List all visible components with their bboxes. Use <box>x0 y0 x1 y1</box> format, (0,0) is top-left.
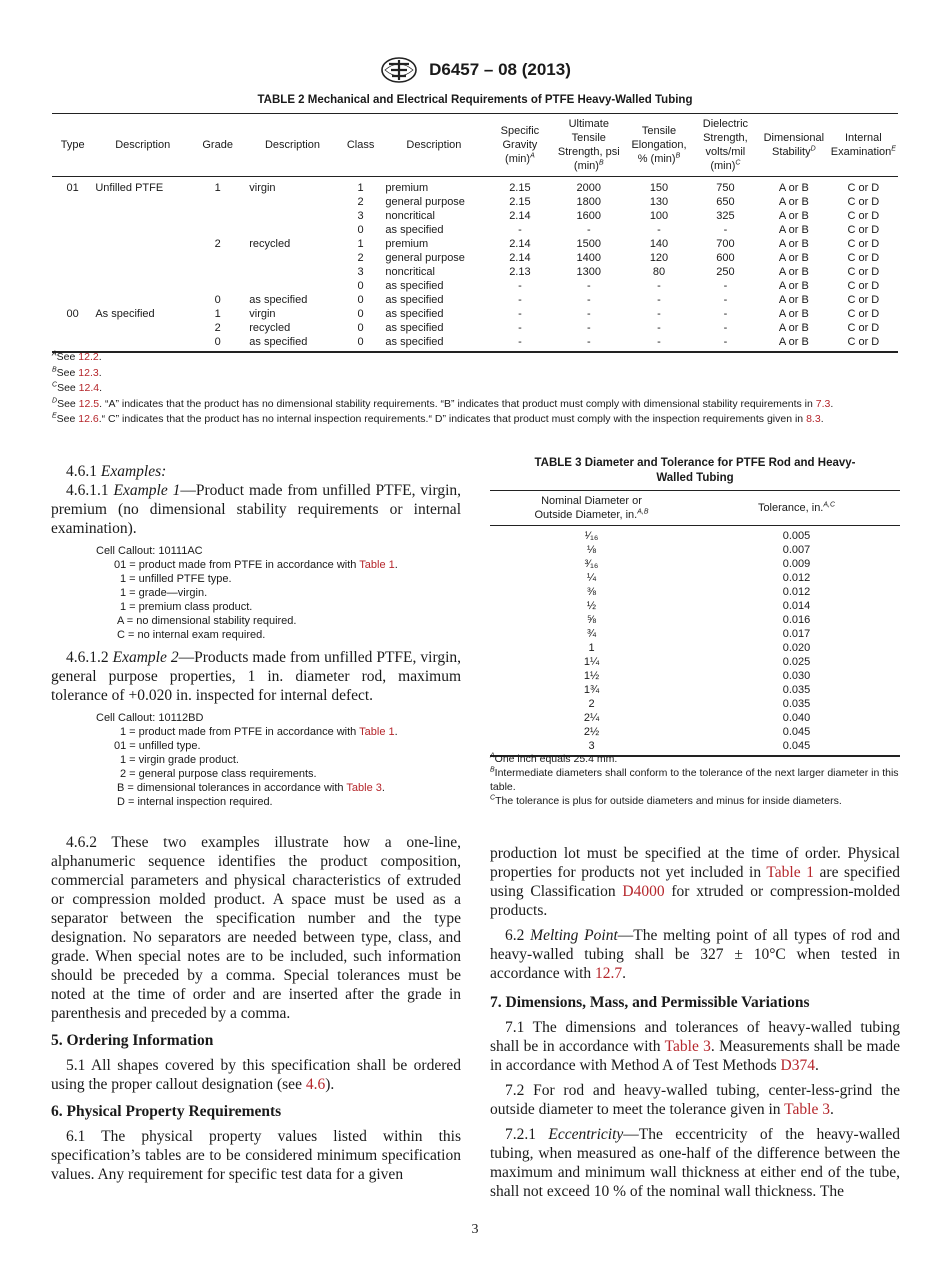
table-cell <box>243 279 341 293</box>
table-cell: ¾ <box>586 628 597 640</box>
reference-link[interactable]: D374 <box>780 1057 815 1074</box>
table-row <box>52 177 898 196</box>
table-cell: - <box>723 224 728 236</box>
table-cell: ½ <box>586 600 597 612</box>
table-cell: 1 <box>357 238 364 250</box>
table-cell: C or D <box>847 238 880 250</box>
table-cell <box>243 265 341 279</box>
table-cell: 2¼ <box>583 712 600 724</box>
table-cell: 0.045 <box>693 739 900 756</box>
table3 <box>490 490 900 757</box>
table-cell: 0.009 <box>782 558 811 570</box>
section-heading-7: 7. Dimensions, Mass, and Permissible Variations <box>490 994 810 1011</box>
page-header <box>0 56 950 84</box>
table-cell: 2.14 <box>509 238 531 250</box>
table-cell: 100 <box>649 210 669 222</box>
table-row <box>490 543 900 557</box>
table-cell <box>243 251 341 265</box>
table-cell <box>93 265 192 279</box>
table-cell <box>93 279 192 293</box>
paragraph-6-1: 6.1 The physical property values listed within this specification’s tables are to be considered minimum specification values. Any requirement for specific test data for a given <box>51 1128 461 1183</box>
table-cell: C or D <box>847 196 880 208</box>
table-cell: 0 <box>357 308 364 320</box>
table-row <box>490 641 900 655</box>
paragraph-7-2: 7.2 For rod and heavy-walled tubing, center-less-grind the outside diameter to meet the tolerance given in Table 3. <box>490 1082 900 1118</box>
reference-link[interactable]: Table 1 <box>359 559 395 571</box>
table-cell: ¹⁄₁₆ <box>584 530 599 542</box>
reference-link[interactable]: D4000 <box>622 883 665 900</box>
table-cell: 600 <box>716 252 735 264</box>
table-cell: 2.15 <box>509 182 531 194</box>
table-cell: 0.025 <box>782 656 811 668</box>
table-cell: A or B <box>778 322 809 334</box>
table-cell: 0.012 <box>782 572 811 584</box>
right-column <box>490 844 900 1207</box>
table-cell: 700 <box>716 238 735 250</box>
table-cell: - <box>657 294 661 306</box>
table-cell: 1800 <box>576 196 602 208</box>
table-row <box>490 585 900 599</box>
table-cell: - <box>518 308 522 320</box>
table-cell: 2 <box>214 322 221 334</box>
header-description: Description <box>379 114 488 177</box>
table-cell: 140 <box>649 238 669 250</box>
table-cell: - <box>518 322 522 334</box>
paragraph-6-1-continued: production lot must be specified at the time of order. Physical properties for products not yet included in Table 1 are specified using Classification D4000 for xtruded or compression-molded products. <box>490 845 901 919</box>
table-cell: 0.020 <box>782 642 811 654</box>
reference-link[interactable]: 12.7 <box>595 965 623 982</box>
table-row <box>490 557 900 571</box>
document-designation: D6457 – 08 (2013) <box>429 60 571 79</box>
table-cell: 750 <box>716 182 735 194</box>
table-cell: 0 <box>214 294 221 306</box>
table2-header-row <box>52 114 898 177</box>
table-cell: 2 <box>588 698 595 710</box>
page-number: 3 <box>471 1222 479 1237</box>
table-row <box>490 697 900 711</box>
footnote-d: $^D$See 12.5. “A” indicates that the product has no dimensional stability requirements. “B” indicates that product must comply with dimensional stability requirements in 7.3. <box>52 397 834 410</box>
table-cell <box>52 251 93 265</box>
table-cell: 01 <box>66 182 79 194</box>
table-cell: - <box>723 280 728 292</box>
table-row <box>52 265 898 279</box>
table-cell: C or D <box>847 280 880 292</box>
table-cell: - <box>692 335 759 352</box>
footnote-a: $^A$See 12.2. <box>52 350 102 363</box>
table-cell: 0.035 <box>782 684 811 696</box>
table2 <box>52 113 898 353</box>
table-cell <box>52 321 93 335</box>
table-cell <box>93 195 192 209</box>
table-cell: 2 <box>214 238 221 250</box>
table-cell: general purpose <box>385 196 465 208</box>
table-cell <box>192 251 243 265</box>
header-grade: Grade <box>192 114 243 177</box>
table-cell: noncritical <box>385 210 435 222</box>
table-cell: - <box>723 308 728 320</box>
table-cell: - <box>657 280 661 292</box>
table-cell: ⅜ <box>586 586 597 598</box>
reference-link[interactable]: Table 3 <box>346 782 382 794</box>
table-cell <box>93 293 192 307</box>
table-cell <box>52 279 93 293</box>
header-nominal-diameter: Nominal Diameter or Outside Diameter, in.$^{A,B}$ <box>490 491 693 526</box>
table-cell: - <box>518 224 522 236</box>
table-cell: - <box>551 335 626 352</box>
table-cell: 0 <box>192 335 243 352</box>
table-cell: 80 <box>652 266 666 278</box>
table-cell: 650 <box>716 196 735 208</box>
reference-link[interactable]: 12.4 <box>78 382 100 394</box>
table-cell: 2.13 <box>509 266 531 278</box>
table-cell: C or D <box>847 224 880 236</box>
table-cell: 0.040 <box>782 712 811 724</box>
table-cell: noncritical <box>385 266 435 278</box>
table-cell: general purpose <box>385 252 465 264</box>
cell-callout-example-1: Cell Callout: 10111AC 01 = product made from PTFE in accordance with Table 1. 1 = unfilled PTFE type. 1 = grade—virgin. 1 = premium class product. A = no dimensional stability required. C = no internal exam required. <box>96 545 398 641</box>
table-cell: recycled <box>249 322 291 334</box>
table-cell: As specified <box>95 308 155 320</box>
footnote-b: $^B$Intermediate diameters shall conform to the tolerance of the next larger diameter in this table. <box>490 766 899 793</box>
table-row <box>490 627 900 641</box>
table2-footnotes <box>52 350 912 428</box>
table-cell: C or D <box>847 252 880 264</box>
paragraph-4-6-1-2: 4.6.1.2 Example 2—Products made from unfilled PTFE, virgin, general purpose properties, 1 in. diameter rod, maximum tolerance of +0.020 in. inspected for internal defect. <box>51 649 462 704</box>
table-cell: premium <box>385 238 429 250</box>
reference-link[interactable]: 12.2 <box>78 351 99 363</box>
table-cell: virgin <box>249 308 276 320</box>
table3-body <box>490 526 900 757</box>
table-cell <box>243 209 341 223</box>
table-cell: ³⁄₁₆ <box>584 558 599 570</box>
table-cell: A or B <box>778 294 809 306</box>
reference-link[interactable]: 12.3 <box>78 366 99 379</box>
paragraph-4-6-2: 4.6.2 These two examples illustrate how a one-line, alphanumeric sequence identifies the product composition, commercial parameters and physical characteristics of extruded or compression molded product. A space must be used as a separator between the specification number and the type designation. No separators are needed between type, class, and grade. When special notes are to be included, such information should be preceded by a comma. Special tolerances must be noted at the time of order and are inserted after the grade in parenthesis and preceded by a comma. <box>51 834 461 1022</box>
table-cell: A or B <box>778 182 809 194</box>
table-cell: ¼ <box>586 572 597 584</box>
table-row <box>52 307 898 321</box>
table-cell: - <box>723 322 728 334</box>
table-cell: 2½ <box>583 726 600 738</box>
section-heading-6: 6. Physical Property Requirements <box>51 1103 282 1120</box>
table-row <box>490 599 900 613</box>
table-cell <box>52 293 93 307</box>
table-cell: as specified <box>385 308 444 320</box>
table-row <box>490 683 900 697</box>
table-cell: 120 <box>649 252 669 264</box>
table-cell: as specified <box>243 335 341 352</box>
table-cell: - <box>488 335 551 352</box>
table-cell: as specified <box>385 322 444 334</box>
table-row <box>490 655 900 669</box>
footnote-a: $^A$One inch equals 25.4 mm. <box>490 752 618 765</box>
table-row <box>490 725 900 739</box>
table-cell <box>192 265 243 279</box>
table-cell: 0.016 <box>782 614 811 626</box>
header-description: Description <box>93 114 192 177</box>
table-cell: C or D <box>829 335 898 352</box>
table-cell: as specified <box>385 280 444 292</box>
table-row <box>490 571 900 585</box>
cell-callout-example-2: Cell Callout: 10112BD 1 = product made from PTFE in accordance with Table 1. 01 = unfilled type. 1 = virgin grade product. 2 = general purpose class requirements. B = dimensional tolerances in accordance with Table 3. D = internal inspection required. <box>96 712 398 808</box>
table-cell: virgin <box>249 182 276 194</box>
table-cell: 0 <box>357 322 364 334</box>
table-cell <box>192 279 243 293</box>
table-cell: 1½ <box>583 670 600 682</box>
table-cell: C or D <box>847 294 880 306</box>
table-cell: 1¼ <box>583 656 600 668</box>
table-row <box>490 613 900 627</box>
table-cell <box>93 237 192 251</box>
table-cell: - <box>586 294 591 306</box>
table-cell: 0.030 <box>782 670 811 682</box>
table2-title: TABLE 2 Mechanical and Electrical Requirements of PTFE Heavy-Walled Tubing <box>257 94 693 106</box>
table-cell: 1 <box>357 182 364 194</box>
table-cell <box>243 223 341 237</box>
table-cell: - <box>586 280 591 292</box>
reference-link[interactable]: 4.6 <box>305 1076 326 1093</box>
table-cell: - <box>723 294 728 306</box>
table-cell: A or B <box>778 280 809 292</box>
table-cell: 1 <box>214 182 221 194</box>
table-cell <box>192 209 243 223</box>
table-cell: 325 <box>716 210 735 222</box>
table-cell: 00 <box>66 308 79 320</box>
table-cell: C or D <box>847 182 880 194</box>
paragraph-4-6-1: 4.6.1 Examples: <box>66 463 167 480</box>
footnote-e: $^E$See 12.6.“ C” indicates that the product has no internal inspection requirements.“ D” indicates that product must comply with the inspection requirements given in 8.3. <box>52 412 824 425</box>
reference-link[interactable]: Table 3 <box>664 1038 711 1055</box>
footnote-c: $^C$The tolerance is plus for outside diameters and minus for inside diameters. <box>490 794 842 807</box>
table-cell: as specified <box>249 294 308 306</box>
header-tolerance: Tolerance, in.$^{A,C}$ <box>693 491 900 526</box>
header-tensile-strength: Ultimate Tensile Strength, psi $(\min)^B$ <box>551 114 626 177</box>
header-type: Type <box>52 114 93 177</box>
table-cell: 130 <box>649 196 669 208</box>
table-cell: C or D <box>847 322 880 334</box>
table-cell <box>52 209 93 223</box>
table-cell: ⅝ <box>586 614 597 626</box>
paragraph-4-6-1-1: 4.6.1.1 Example 1—Product made from unfilled PTFE, virgin, premium (no dimensional stability requirements or internal examination). <box>51 482 462 537</box>
table-cell: A or B <box>759 335 829 352</box>
table-cell: - <box>586 322 591 334</box>
table-row <box>490 669 900 683</box>
table-cell: 1¾ <box>583 684 600 696</box>
table-cell: A or B <box>778 238 809 250</box>
table-row <box>52 223 898 237</box>
table-cell: Unfilled PTFE <box>95 182 164 194</box>
table-cell: A or B <box>778 210 809 222</box>
reference-link[interactable]: 7.3 <box>815 397 831 410</box>
table-cell <box>243 195 341 209</box>
table-cell: 0.017 <box>782 628 811 640</box>
table-cell <box>52 265 93 279</box>
reference-link[interactable]: Table 1 <box>766 864 814 881</box>
table-cell: 1 <box>588 642 595 654</box>
table-row <box>52 237 898 251</box>
table-cell: 0 <box>357 280 364 292</box>
paragraph-7-2-1: 7.2.1 Eccentricity—The eccentricity of the heavy-walled tubing, when measured as one-half of the difference between the maximum and minimum wall thickness at either end of the tube, shall not exceed 10 % of the nominal wall thickness. The <box>490 1126 901 1200</box>
table-cell: 2.14 <box>509 252 531 264</box>
table-cell: 1 <box>214 308 221 320</box>
table3-header-row <box>490 491 900 526</box>
table-row <box>52 279 898 293</box>
paragraph-6-2: 6.2 Melting Point—The melting point of all types of rod and heavy-walled tubing shall be 327 ± 10°C when tested in accordance with 12.7. <box>490 927 901 982</box>
table-cell <box>93 321 192 335</box>
reference-link[interactable]: Table 1 <box>359 726 395 738</box>
table-cell <box>52 223 93 237</box>
table-cell: A or B <box>778 252 809 264</box>
table-cell <box>93 223 192 237</box>
table-cell <box>192 195 243 209</box>
table3-footnotes <box>490 752 902 808</box>
reference-link[interactable]: 12.6 <box>78 413 99 425</box>
table-cell: - <box>518 294 522 306</box>
table-cell: 150 <box>649 182 669 194</box>
section-heading-5: 5. Ordering Information <box>51 1032 214 1049</box>
table-cell: - <box>657 322 661 334</box>
table2-body <box>52 177 898 353</box>
table-cell: 0 <box>357 224 364 236</box>
table-row <box>52 251 898 265</box>
table-cell: 0.007 <box>782 544 811 556</box>
reference-link[interactable]: 12.5 <box>78 397 100 410</box>
footnote-b: $^B$See 12.3. <box>52 366 102 379</box>
table-cell: A or B <box>778 266 809 278</box>
paragraph-7-1: 7.1 The dimensions and tolerances of heavy-walled tubing shall be in accordance with Table 3. Measurements shall be made in accordance with Method A of Test Methods D374. <box>490 1019 901 1074</box>
table-cell: C or D <box>847 210 880 222</box>
table-row <box>490 526 900 544</box>
table-cell: 3 <box>357 210 364 222</box>
table-cell <box>52 237 93 251</box>
table-cell <box>93 209 192 223</box>
left-column <box>51 462 461 1184</box>
table-row <box>52 321 898 335</box>
table-cell: as specified <box>385 224 444 236</box>
table-cell: 2.14 <box>509 210 531 222</box>
table-cell <box>93 251 192 265</box>
table-cell: 0.045 <box>782 726 811 738</box>
paragraph-5-1: 5.1 All shapes covered by this specification shall be ordered using the proper callout designation (see 4.6). <box>51 1057 461 1093</box>
table-cell: 0 <box>342 335 380 352</box>
table-cell: - <box>586 224 591 236</box>
header-dimensional-stability: Dimensional Stability$^D$ <box>759 114 829 177</box>
header-dielectric-strength: Dielectric Strength, volts/mil $(\min)^C$ <box>692 114 759 177</box>
table-cell: as specified <box>379 335 488 352</box>
header-specific-gravity: Specific Gravity $(\min)^A$ <box>488 114 551 177</box>
table3-title: TABLE 3 Diameter and Tolerance for PTFE Rod and Heavy- Walled Tubing <box>534 457 856 484</box>
header-class: Class <box>342 114 380 177</box>
table-cell: 1400 <box>576 252 602 264</box>
table-cell: 0.005 <box>782 530 811 542</box>
header-tensile-elongation: Tensile Elongation, % $(\min)^B$ <box>626 114 692 177</box>
table-cell: - <box>657 224 661 236</box>
table-cell: - <box>657 308 661 320</box>
table-cell: 0.012 <box>782 586 811 598</box>
table-cell: 1300 <box>576 266 602 278</box>
table-cell: A or B <box>778 308 809 320</box>
table-cell: C or D <box>847 266 880 278</box>
table-cell: 0.014 <box>782 600 811 612</box>
table-cell: 2 <box>357 252 364 264</box>
table-cell: 2 <box>357 196 364 208</box>
header-description: Description <box>243 114 341 177</box>
table-row <box>52 293 898 307</box>
table-cell: 1500 <box>576 238 602 250</box>
table-cell: A or B <box>778 196 809 208</box>
table-cell: 1600 <box>576 210 602 222</box>
table-cell: - <box>518 280 522 292</box>
table-cell: recycled <box>249 238 291 250</box>
table-cell: premium <box>385 182 429 194</box>
table-cell: 0.035 <box>782 698 811 710</box>
table-row <box>490 711 900 725</box>
reference-link[interactable]: Table 3 <box>784 1101 830 1118</box>
table-cell: C or D <box>847 308 880 320</box>
table-cell: ⅛ <box>586 544 597 556</box>
table-cell: 2000 <box>576 182 602 194</box>
table-cell <box>192 223 243 237</box>
table-cell: 250 <box>716 266 735 278</box>
table-cell: 2.15 <box>509 196 531 208</box>
table-cell: - <box>586 308 591 320</box>
table-row <box>52 195 898 209</box>
header-internal-examination: Internal Examination$^E$ <box>829 114 898 177</box>
table-cell <box>52 195 93 209</box>
table-cell: - <box>626 335 692 352</box>
table-cell: 0 <box>357 294 364 306</box>
table-cell: as specified <box>385 294 444 306</box>
table-cell: 3 <box>490 739 693 756</box>
footnote-c: $^C$See 12.4. <box>52 381 103 394</box>
astm-logo-icon <box>379 56 419 84</box>
table-cell: 3 <box>357 266 364 278</box>
table-row <box>52 209 898 223</box>
reference-link[interactable]: 8.3 <box>806 413 821 425</box>
table-cell: A or B <box>778 224 809 236</box>
